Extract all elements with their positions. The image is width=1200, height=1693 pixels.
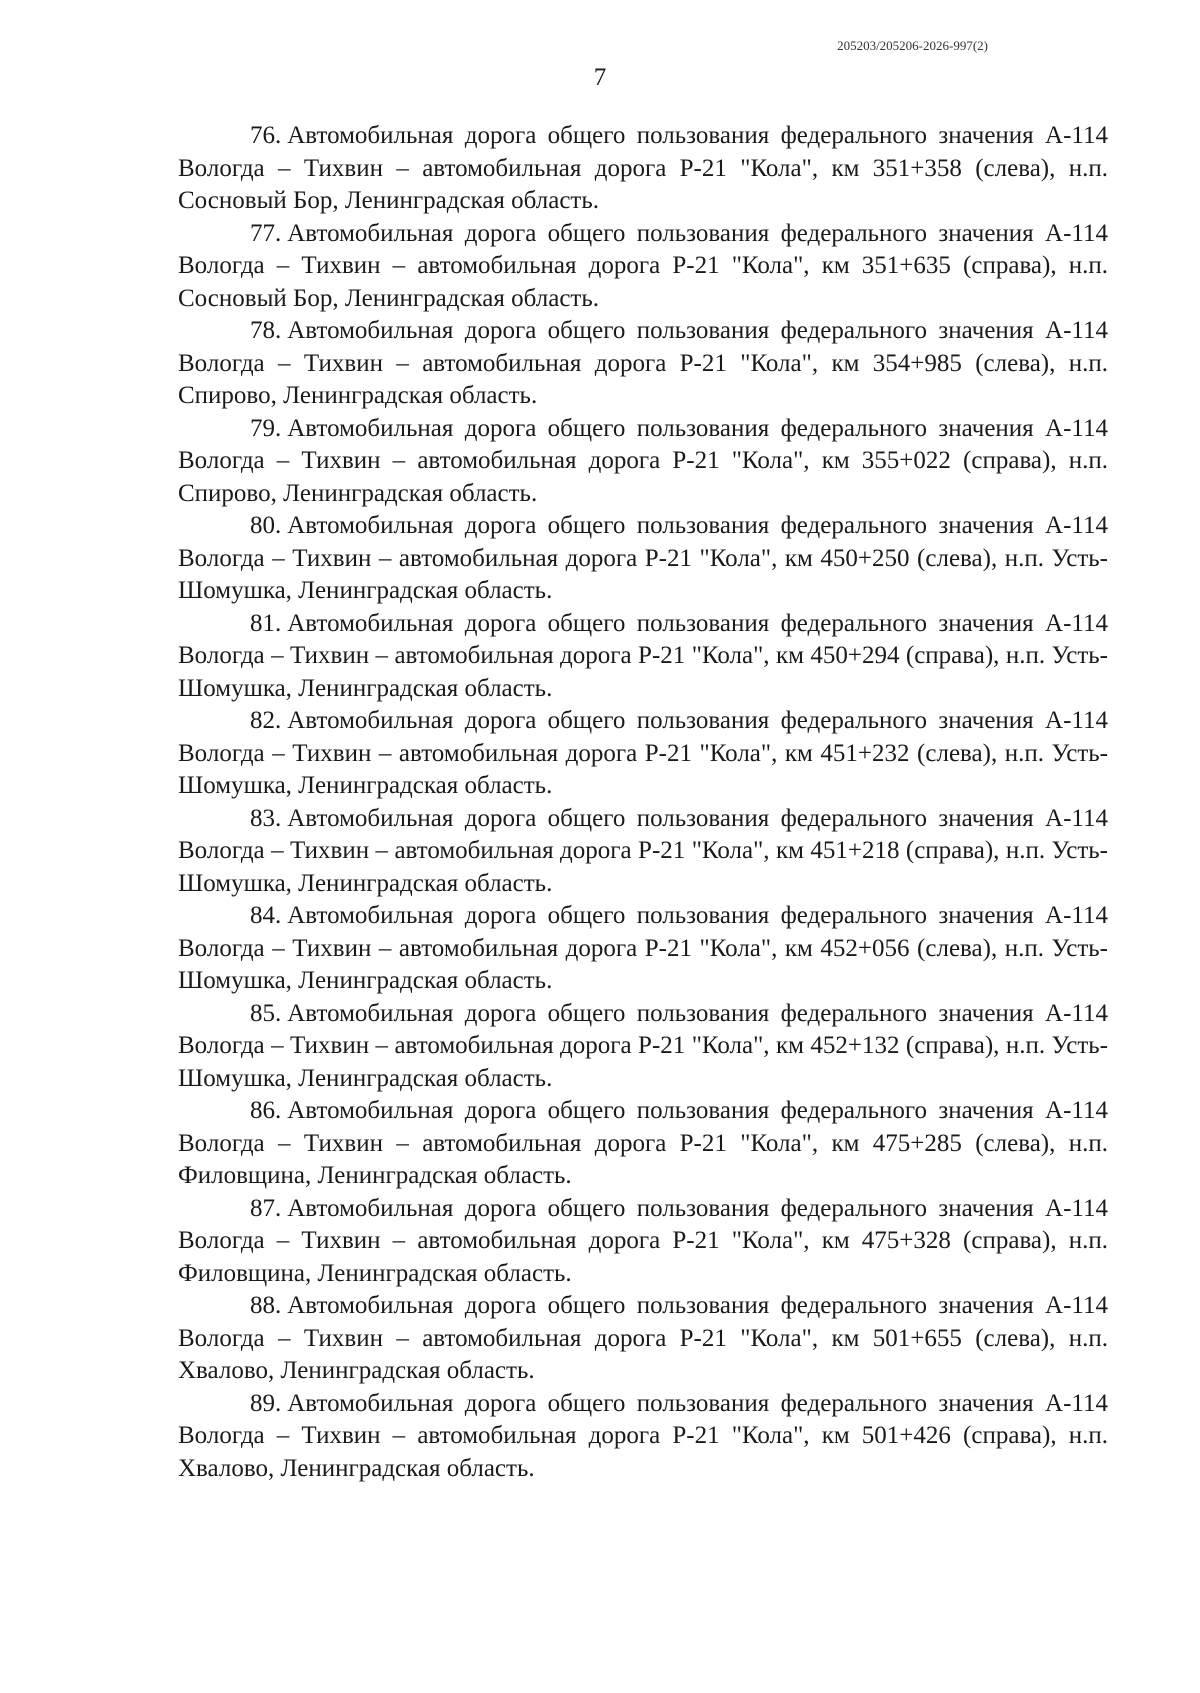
item-text: Автомобильная дорога общего пользования федерального значения А-114 Вологда – Тихвин – автомобильная дорога Р-21 "Кола", км 475+285 (слева), н.п. Филовщина, Ленинградская область.: [178, 1097, 1108, 1189]
list-item: [178, 1193, 1108, 1291]
list-item: [178, 120, 1108, 218]
list-item: [178, 1290, 1108, 1388]
item-text: Автомобильная дорога общего пользования федерального значения А-114 Вологда – Тихвин – автомобильная дорога Р-21 "Кола", км 354+985 (слева), н.п. Спирово, Ленинградская область.: [178, 317, 1108, 409]
list-item: [178, 998, 1108, 1096]
item-text: Автомобильная дорога общего пользования федерального значения А-114 Вологда – Тихвин – автомобильная дорога Р-21 "Кола", км 452+132 (справа), н.п. Усть-Шомушка, Ленинградская область.: [178, 999, 1108, 1092]
item-text: Автомобильная дорога общего пользования федерального значения А-114 Вологда – Тихвин – автомобильная дорога Р-21 "Кола", км 501+655 (слева), н.п. Хвалово, Ленинградская область.: [178, 1292, 1108, 1384]
list-item: [178, 315, 1108, 413]
item-number: 81.: [250, 609, 282, 637]
item-number: 83.: [250, 804, 282, 832]
list-item: [178, 218, 1108, 316]
item-text: Автомобильная дорога общего пользования федерального значения А-114 Вологда – Тихвин – автомобильная дорога Р-21 "Кола", км 451+218 (справа), н.п. Усть-Шомушка, Ленинградская область.: [178, 804, 1108, 897]
list-item: [178, 1388, 1108, 1486]
item-number: 77.: [250, 219, 282, 247]
item-number: 84.: [250, 902, 282, 929]
item-text: Автомобильная дорога общего пользования федерального значения А-114 Вологда – Тихвин – автомобильная дорога Р-21 "Кола", км 451+232 (слева), н.п. Усть-Шомушка, Ленинградская область.: [178, 707, 1108, 799]
list-item: [178, 900, 1108, 998]
item-text: Автомобильная дорога общего пользования федерального значения А-114 Вологда – Тихвин – автомобильная дорога Р-21 "Кола", км 351+635 (справа), н.п. Сосновый Бор, Ленинградская область.: [178, 219, 1108, 312]
item-number: 88.: [250, 1292, 282, 1319]
item-number: 82.: [250, 707, 282, 734]
item-number: 89.: [250, 1389, 282, 1417]
item-number: 80.: [250, 512, 282, 539]
item-number: 79.: [250, 414, 282, 442]
item-text: Автомобильная дорога общего пользования федерального значения А-114 Вологда – Тихвин – автомобильная дорога Р-21 "Кола", км 501+426 (справа), н.п. Хвалово, Ленинградская область.: [178, 1389, 1108, 1482]
document-code: 205203/205206-2026-997(2): [837, 38, 988, 53]
list-item: [178, 1095, 1108, 1193]
item-text: Автомобильная дорога общего пользования федерального значения А-114 Вологда – Тихвин – автомобильная дорога Р-21 "Кола", км 351+358 (слева), н.п. Сосновый Бор, Ленинградская область.: [178, 122, 1108, 214]
item-text: Автомобильная дорога общего пользования федерального значения А-114 Вологда – Тихвин – автомобильная дорога Р-21 "Кола", км 450+294 (справа), н.п. Усть-Шомушка, Ленинградская область.: [178, 609, 1108, 702]
list-item: [178, 608, 1108, 706]
page-number: 7: [593, 64, 607, 91]
road-list: [178, 120, 1108, 1485]
item-number: 86.: [250, 1097, 282, 1124]
item-text: Автомобильная дорога общего пользования федерального значения А-114 Вологда – Тихвин – автомобильная дорога Р-21 "Кола", км 450+250 (слева), н.п. Усть-Шомушка, Ленинградская область.: [178, 512, 1108, 604]
item-number: 78.: [250, 317, 282, 344]
item-number: 85.: [250, 999, 282, 1027]
item-number: 87.: [250, 1194, 282, 1222]
list-item: [178, 413, 1108, 511]
list-item: [178, 803, 1108, 901]
list-item: [178, 705, 1108, 803]
item-text: Автомобильная дорога общего пользования федерального значения А-114 Вологда – Тихвин – автомобильная дорога Р-21 "Кола", км 452+056 (слева), н.п. Усть-Шомушка, Ленинградская область.: [178, 902, 1108, 994]
item-text: Автомобильная дорога общего пользования федерального значения А-114 Вологда – Тихвин – автомобильная дорога Р-21 "Кола", км 475+328 (справа), н.п. Филовщина, Ленинградская область.: [178, 1194, 1108, 1287]
list-item: [178, 510, 1108, 608]
item-text: Автомобильная дорога общего пользования федерального значения А-114 Вологда – Тихвин – автомобильная дорога Р-21 "Кола", км 355+022 (справа), н.п. Спирово, Ленинградская область.: [178, 414, 1108, 507]
item-number: 76.: [250, 122, 282, 149]
